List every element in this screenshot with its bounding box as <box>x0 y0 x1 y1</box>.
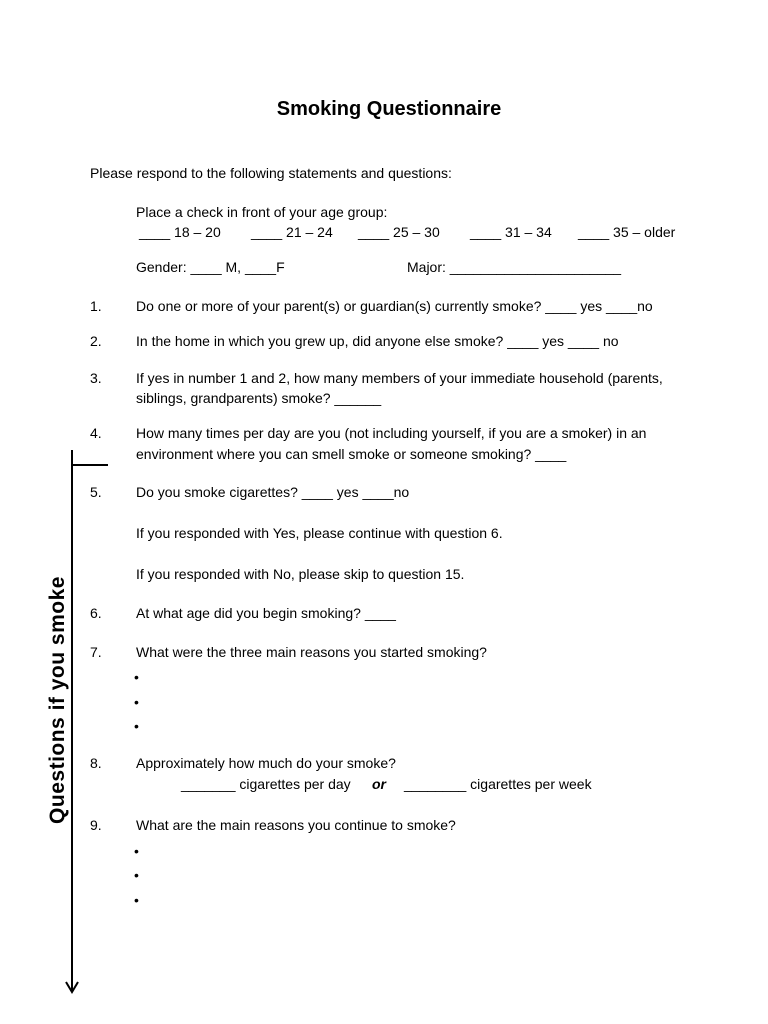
question-number: 8. <box>90 755 102 771</box>
age-prompt: Place a check in front of your age group: <box>136 204 388 220</box>
question-1-text[interactable]: Do one or more of your parent(s) or guardian(s) currently smoke? ____ yes ____no <box>136 298 653 314</box>
question-number: 6. <box>90 605 102 621</box>
question-5-text[interactable]: Do you smoke cigarettes? ____ yes ____no <box>136 484 410 500</box>
major-field[interactable]: Major: ______________________ <box>407 259 622 275</box>
answer-bullet[interactable]: • <box>134 843 139 859</box>
age-option-35-older[interactable]: ____ 35 – older <box>578 224 676 240</box>
question-3-line-1: If yes in number 1 and 2, how many members of your immediate household (parents, <box>136 370 663 386</box>
question-number: 5. <box>90 484 102 500</box>
question-9-text: What are the main reasons you continue to smoke? <box>136 817 456 833</box>
answer-bullet[interactable]: • <box>134 669 139 685</box>
cigarettes-per-week-field[interactable]: ________ cigarettes per week <box>404 776 592 792</box>
question-number: 4. <box>90 425 102 441</box>
sidebar-label: Questions if you smoke <box>46 576 69 824</box>
question-6-text[interactable]: At what age did you begin smoking? ____ <box>136 605 396 621</box>
question-number: 9. <box>90 817 102 833</box>
intro-text: Please respond to the following statements and questions: <box>90 165 452 181</box>
instruction-no: If you responded with No, please skip to question 15. <box>136 566 465 582</box>
question-8-text: Approximately how much do your smoke? <box>136 755 396 771</box>
question-2-text[interactable]: In the home in which you grew up, did anyone else smoke? ____ yes ____ no <box>136 333 619 349</box>
page-title: Smoking Questionnaire <box>276 98 502 120</box>
question-4-line-1: How many times per day are you (not including yourself, if you are a smoker) in an <box>136 425 647 441</box>
or-label: or <box>372 776 386 792</box>
instruction-yes: If you responded with Yes, please continue with question 6. <box>136 525 503 541</box>
gender-field[interactable]: Gender: ____ M, ____F <box>136 259 285 275</box>
age-option-31-34[interactable]: ____ 31 – 34 <box>470 224 552 240</box>
age-option-21-24[interactable]: ____ 21 – 24 <box>251 224 333 240</box>
answer-bullet[interactable]: • <box>134 694 139 710</box>
answer-bullet[interactable]: • <box>134 892 139 908</box>
answer-bullet[interactable]: • <box>134 867 139 883</box>
age-option-18-20[interactable]: ____ 18 – 20 <box>139 224 221 240</box>
question-7-text: What were the three main reasons you started smoking? <box>136 644 487 660</box>
answer-bullet[interactable]: • <box>134 718 139 734</box>
question-number: 3. <box>90 370 102 386</box>
question-3-line-2[interactable]: siblings, grandparents) smoke? ______ <box>136 390 382 406</box>
question-4-line-2[interactable]: environment where you can smell smoke or someone smoking? ____ <box>136 446 567 462</box>
cigarettes-per-day-field[interactable]: _______ cigarettes per day <box>181 776 351 792</box>
question-number: 2. <box>90 333 102 349</box>
age-option-25-30[interactable]: ____ 25 – 30 <box>358 224 440 240</box>
question-number: 1. <box>90 298 102 314</box>
question-number: 7. <box>90 644 102 660</box>
